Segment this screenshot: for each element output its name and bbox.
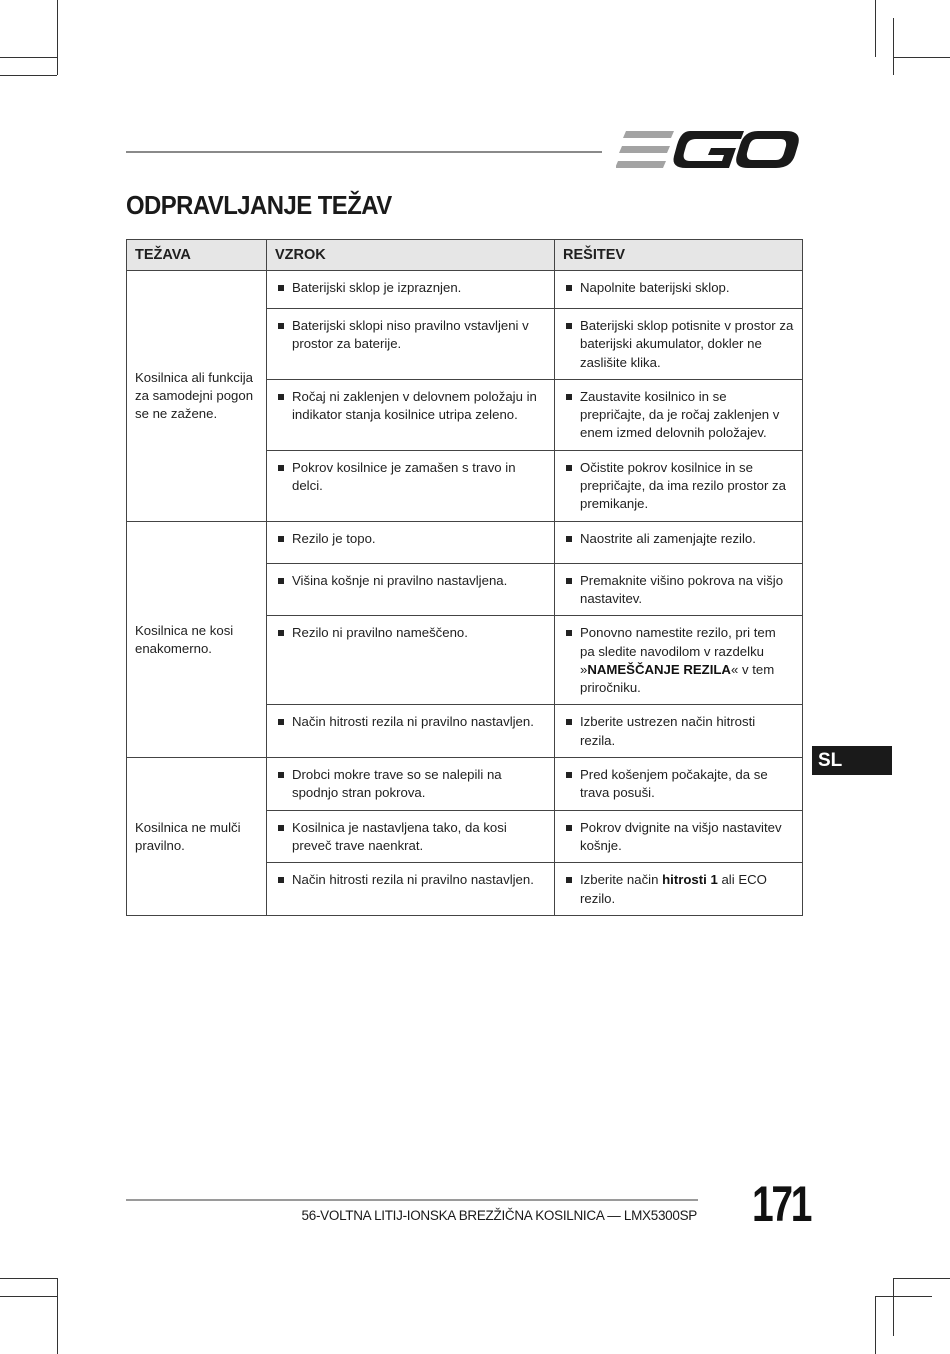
footer-product-title: 56-VOLTNA LITIJ-IONSKA BREZŽIČNA KOSILNICA — LMX5300SP — [301, 1208, 697, 1223]
cause-cell — [267, 810, 555, 863]
cause-cell — [267, 563, 555, 616]
solution-text-part: « v tem priročniku. — [580, 661, 775, 696]
solution-text-part: Izberite način — [580, 872, 663, 888]
footer-rule — [126, 1199, 698, 1201]
cause-text: Baterijski sklopi niso pravilno vstavljeni v prostor za baterije. — [275, 317, 546, 354]
solution-cell — [555, 810, 803, 863]
crop-mark — [875, 1296, 876, 1354]
solution-text: Pokrov dvignite na višjo nastavitev košnje. — [563, 819, 794, 856]
cause-text: Drobci mokre trave so se nalepili na spodnjo stran pokrova. — [275, 766, 546, 803]
solution-text: Baterijski sklop potisnite v prostor za baterijski akumulator, dokler ne zaslišite klika. — [563, 317, 794, 372]
solution-text: Napolnite baterijski sklop. — [563, 279, 794, 297]
crop-mark — [57, 1278, 58, 1354]
solution-cell — [555, 309, 803, 380]
cause-cell — [267, 616, 555, 705]
table-row — [127, 521, 803, 563]
cause-text: Višina košnje ni pravilno nastavljena. — [275, 572, 546, 590]
cause-text: Kosilnica je nastavljena tako, da kosi preveč trave naenkrat. — [275, 819, 546, 856]
problem-cell — [127, 758, 267, 916]
crop-mark — [875, 1296, 932, 1297]
problem-cell — [127, 271, 267, 522]
solution-cell — [555, 521, 803, 563]
solution-cell — [555, 271, 803, 309]
language-tab: SL — [812, 746, 892, 775]
solution-text: Očistite pokrov kosilnice in se prepričajte, da ima rezilo prostor za premikanje. — [563, 459, 794, 514]
problem-text: Kosilnica ne kosi enakomerno. — [135, 622, 234, 656]
solution-cell — [555, 450, 803, 521]
crop-mark — [0, 1278, 57, 1279]
crop-mark — [875, 0, 876, 57]
solution-text: Pred košenjem počakajte, da se trava posuši. — [563, 766, 794, 803]
problem-text: Kosilnica ali funkcija za samodejni pogon se ne zažene. — [135, 369, 254, 422]
cause-text: Način hitrosti rezila ni pravilno nastavljen. — [275, 713, 546, 731]
cause-cell — [267, 758, 555, 811]
solution-cell — [555, 379, 803, 450]
crop-mark — [0, 75, 57, 76]
cause-cell — [267, 379, 555, 450]
solution-text: Naostrite ali zamenjajte rezilo. — [563, 530, 794, 548]
cause-cell — [267, 450, 555, 521]
page-number: 171 — [752, 1176, 811, 1232]
solution-text-part: Ponovno namestite rezilo, pri tem pa sledite navodilom v razdelku » — [580, 625, 776, 677]
column-header-solution: REŠITEV — [555, 240, 803, 271]
cause-text: Pokrov kosilnice je zamašen s travo in delci. — [275, 459, 546, 496]
cause-text: Rezilo je topo. — [275, 530, 546, 548]
page-title: ODPRAVLJANJE TEŽAV — [126, 190, 392, 220]
solution-text: Izberite ustrezen način hitrosti rezila. — [563, 713, 794, 750]
cause-cell — [267, 309, 555, 380]
crop-mark — [893, 1278, 894, 1336]
cause-cell — [267, 521, 555, 563]
solution-text: Premaknite višino pokrova na višjo nastavitev. — [563, 572, 794, 609]
column-header-cause: VZROK — [267, 240, 555, 271]
column-header-problem: TEŽAVA — [127, 240, 267, 271]
crop-mark — [893, 57, 950, 58]
troubleshooting-table — [126, 239, 803, 916]
solution-cell — [555, 758, 803, 811]
table-row — [127, 758, 803, 811]
table-header-row — [127, 240, 803, 271]
crop-mark — [0, 1296, 57, 1297]
cause-text: Baterijski sklop je izpraznjen. — [275, 279, 546, 297]
crop-mark — [57, 0, 58, 75]
cause-cell — [267, 271, 555, 309]
solution-text — [563, 624, 794, 697]
cause-cell — [267, 705, 555, 758]
crop-mark — [893, 18, 894, 75]
problem-cell — [127, 521, 267, 757]
cause-text: Ročaj ni zaklenjen v delovnem položaju in indikator stanja kosilnice utripa zeleno. — [275, 388, 546, 425]
solution-text: Zaustavite kosilnico in se prepričajte, da je ročaj zaklenjen v enem izmed delovnih položajev. — [563, 388, 794, 443]
solution-cell — [555, 863, 803, 916]
solution-emphasis: NAMEŠČANJE REZILA — [587, 661, 731, 677]
cause-text: Rezilo ni pravilno nameščeno. — [275, 624, 546, 642]
table-row — [127, 271, 803, 309]
solution-cell — [555, 616, 803, 705]
solution-cell — [555, 563, 803, 616]
crop-mark — [0, 57, 57, 58]
cause-text: Način hitrosti rezila ni pravilno nastavljen. — [275, 871, 546, 889]
header-rule — [126, 151, 602, 153]
solution-text-part: ali ECO rezilo. — [580, 872, 767, 906]
ego-logo — [616, 128, 800, 172]
solution-cell — [555, 705, 803, 758]
crop-mark — [893, 1278, 950, 1279]
problem-text: Kosilnica ne mulči pravilno. — [135, 819, 241, 853]
solution-emphasis: hitrosti 1 — [662, 872, 718, 888]
solution-text — [563, 871, 794, 908]
cause-cell — [267, 863, 555, 916]
